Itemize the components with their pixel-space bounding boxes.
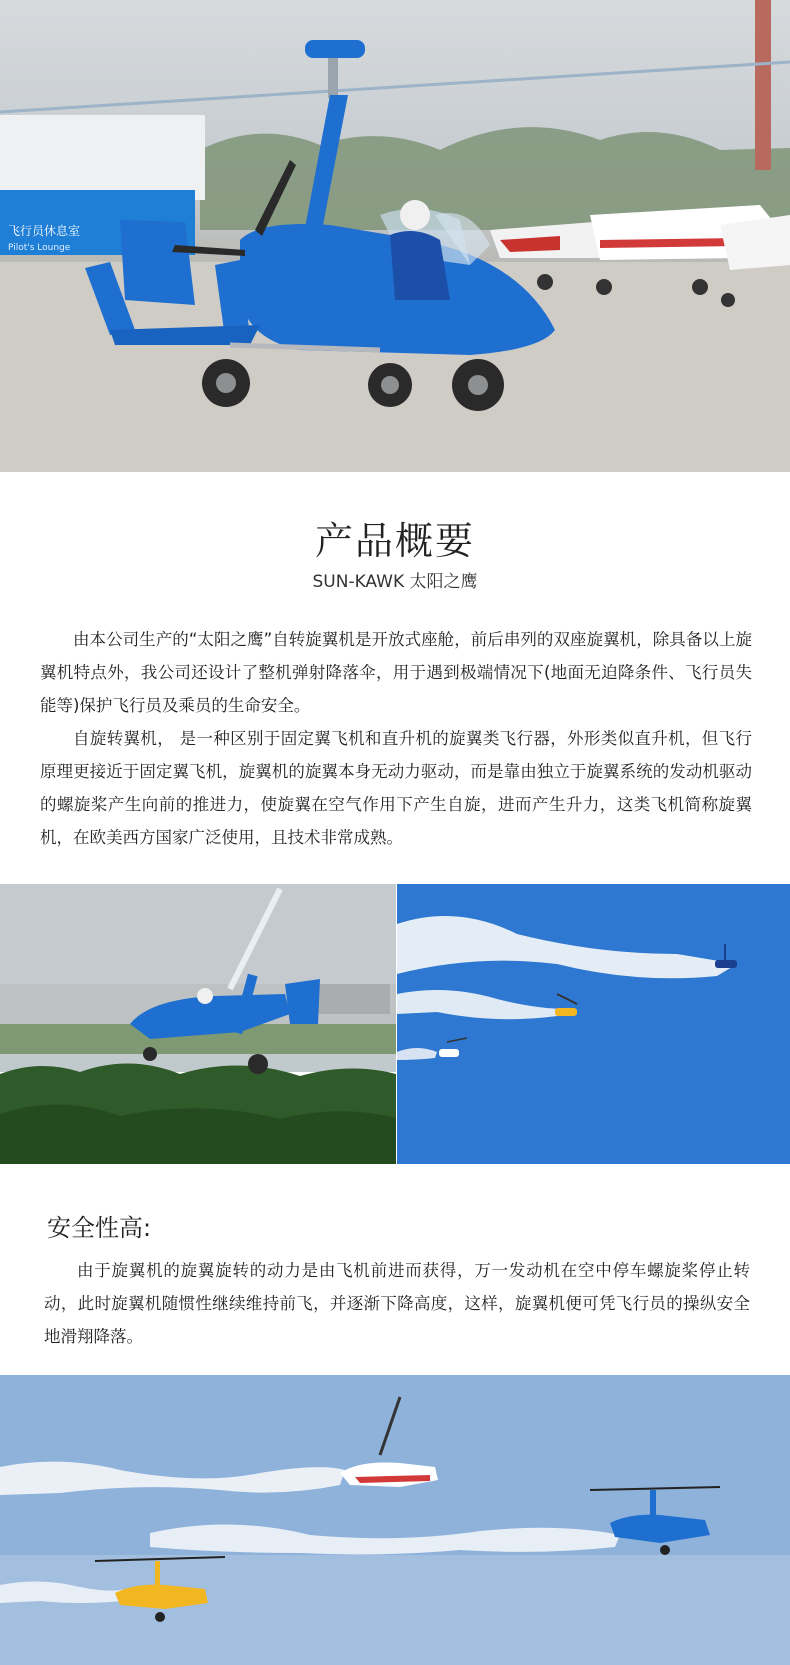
airshow-photo	[0, 1375, 790, 1665]
hero-photo	[0, 0, 790, 472]
photo-row	[0, 884, 790, 1164]
page-subtitle: SUN-KAWK 太阳之鹰	[312, 572, 478, 592]
intro-paragraph: 自旋转翼机， 是一种区别于固定翼飞机和直升机的旋翼类飞行器，外形类似直升机，但飞行原理更接近于固定翼飞机，旋翼机的旋翼本身无动力驱动，而是靠由独立于旋翼系统的发动机驱动的螺旋桨产生向前的推进力，使旋翼在空气作用下产生自旋，进而产生升力，这类飞机简称旋翼机，在欧美西方国家广泛使用，且技术非常成熟。	[40, 729, 752, 847]
lounge-sign-text: 飞行员休息室	[8, 224, 81, 238]
safety-body: 由于旋翼机的旋翼旋转的动力是由飞机前进而获得，万一发动机在空中停车螺旋桨停止转动，此时旋翼机随惯性继续维持前飞，并逐渐下降高度，这样，旋翼机便可凭飞行员的操纵安全地滑翔降落。	[44, 1261, 750, 1346]
hero-illustration	[0, 0, 790, 472]
safety-heading: 安全性高:	[47, 1214, 152, 1242]
lounge-sign-text-en: Pilot's Lounge	[8, 243, 71, 253]
formation-flight-photo	[397, 884, 790, 1164]
intro-text	[40, 623, 752, 854]
intro-paragraph: 由本公司生产的“太阳之鹰”自转旋翼机是开放式座舱，前后串列的双座旋翼机，除具备以上旋翼机特点外，我公司还设计了整机弹射降落伞，用于遇到极端情况下(地面无迫降条件、飞行员失能等)保护飞行员及乘员的生命安全。	[40, 630, 752, 715]
flying-gyro-photo	[0, 884, 396, 1164]
page-title: 产品概要	[314, 519, 475, 563]
